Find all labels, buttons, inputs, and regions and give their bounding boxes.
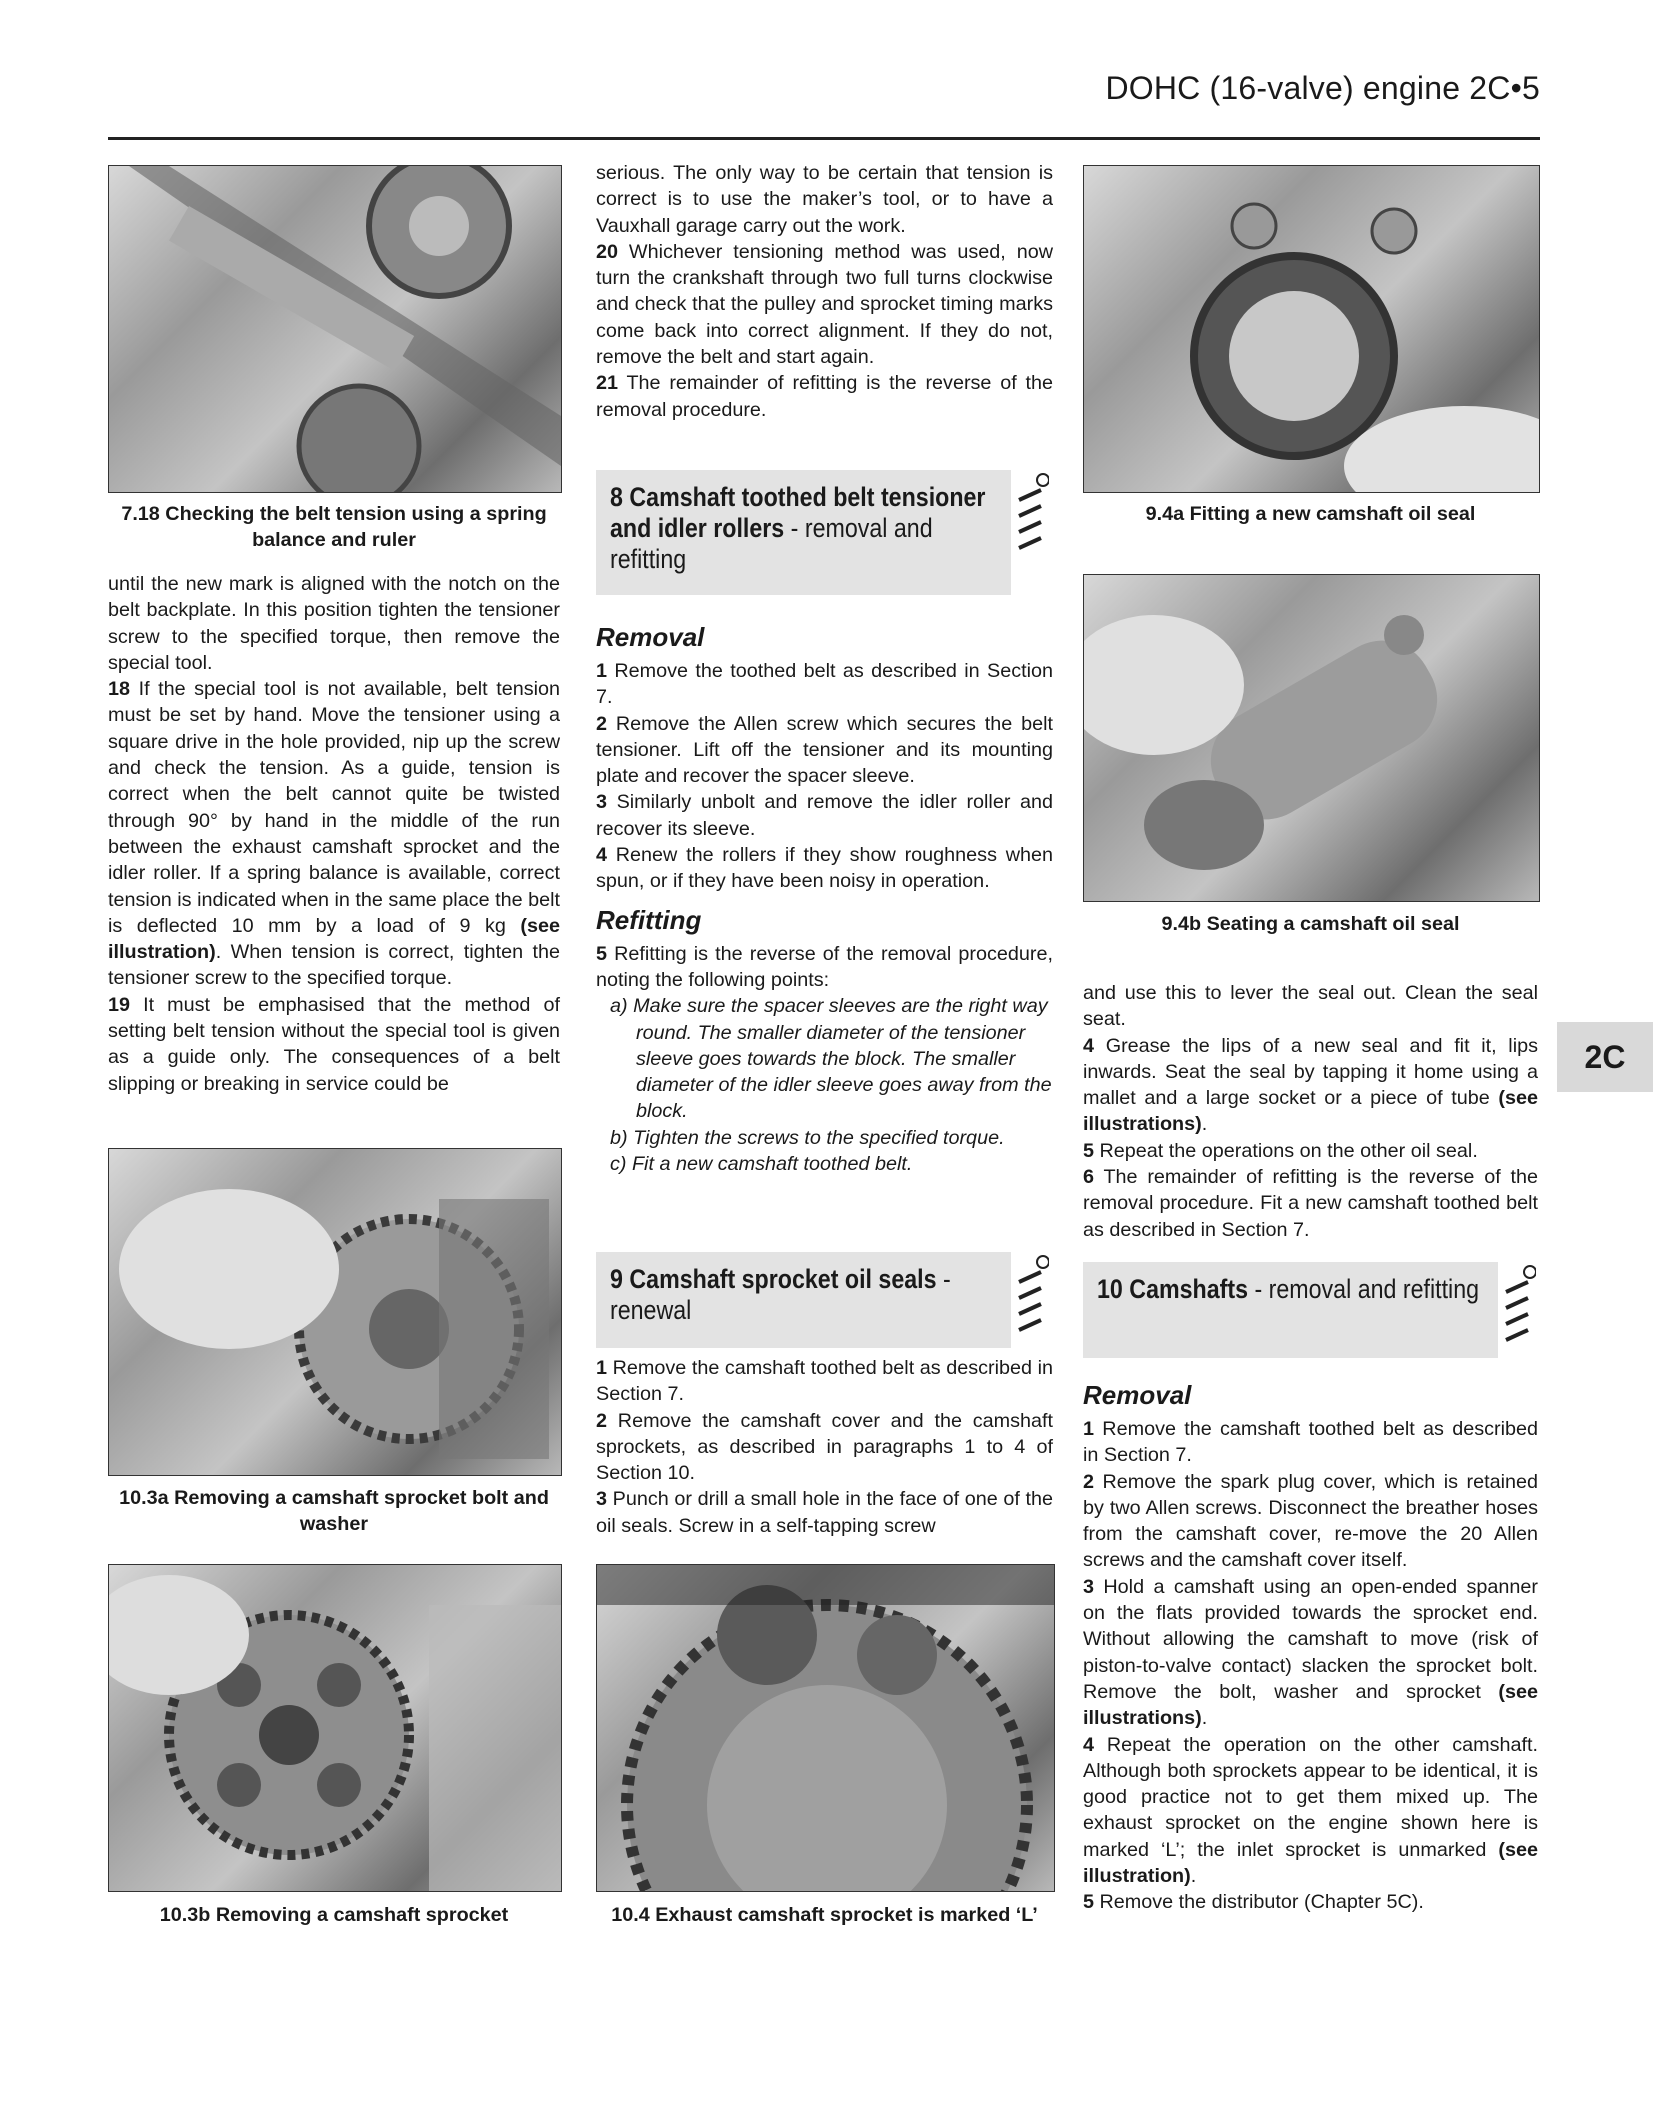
- paragraph: 3 Similarly unbolt and remove the idler roller and recover its sleeve.: [596, 791, 1053, 840]
- paragraph-20: 20 Whichever tensioning method was used, now turn the crankshaft through two full turns clockwise and check that the pulley and sprocket timing marks come back into correct alignment. If they do not, remove the belt and start again.: [596, 240, 1053, 369]
- photo-10-3b: [108, 1564, 562, 1892]
- caption-10-3a: 10.3a Removing a camshaft sprocket bolt and washer: [119, 1487, 549, 1535]
- section-10-heading: 10 Camshafts - removal and refitting: [1083, 1262, 1498, 1358]
- paragraph: serious. The only way to be certain that tension is correct is to use the maker’s tool, or to have a Vauxhall garage carry out the work.: [596, 162, 1053, 237]
- photo-10-4: [596, 1564, 1055, 1892]
- paragraph: 4 Renew the rollers if they show roughness when spun, or if they have been noisy in operation.: [596, 844, 1053, 893]
- paragraph: 2 Remove the camshaft cover and the camshaft sprockets, as described in paragraphs 1 to 4 of Section 10.: [596, 1409, 1053, 1485]
- paragraph-18: 18 If the special tool is not available, belt tension must be set by hand. Move the tensioner using a square drive in the hole provided, nip up the screw and check the tension. As a guide, tension is correct when the belt cannot quite be twisted through 90° by hand in the middle of the run between the exhaust camshaft sprocket and the idler roller. If a spring balance is available, correct tension is indicated when in the same place the belt is deflected 10 mm by a load of 9 kg (see illustration). When tension is correct, tighten the tensioner screw to the specified torque.: [108, 678, 560, 990]
- subheading-refitting: Refitting: [596, 904, 702, 935]
- paragraph-19: 19 It must be emphasised that the method of setting belt tension without the special tool is given as a guide only. The consequences of a belt slipping or breaking in service could be: [108, 993, 560, 1095]
- column-2-section-9: [596, 1355, 1053, 1539]
- caption-7-18: 7.18 Checking the belt tension using a spring balance and ruler: [121, 503, 547, 551]
- difficulty-wrench-icon: [1015, 470, 1049, 566]
- paragraph-6: 6 The remainder of refitting is the reverse of the removal procedure. Fit a new camshaft toothed belt as described in Section 7.: [1083, 1166, 1538, 1241]
- photo-9-4b: [1083, 574, 1540, 902]
- paragraph-5: 5 Repeat the operations on the other oil seal.: [1083, 1139, 1478, 1162]
- column-3-section-10: [1083, 1370, 1538, 1916]
- paragraph: 2 Remove the spark plug cover, which is retained by two Allen screws. Disconnect the breather hoses from the camshaft cover, re-move the 20 Allen screws and the camshaft cover itself.: [1083, 1470, 1538, 1572]
- paragraph: 4 Repeat the operation on the other camshaft. Although both sprockets appear to be identical, it is good practice not to get them mixed up. The exhaust sprocket on the engine shown here is marked ‘L’; the inlet sprocket is unmarked (see illustration).: [1083, 1733, 1538, 1888]
- column-2-top: [596, 160, 1053, 423]
- section-9-heading: 9 Camshaft sprocket oil seals - renewal: [596, 1252, 1011, 1348]
- page-header: DOHC (16-valve) engine 2C•5: [1105, 70, 1540, 106]
- column-3-top: [1083, 980, 1538, 1243]
- caption-10-4: 10.4 Exhaust camshaft sprocket is marked ‘L’: [611, 1904, 1038, 1926]
- difficulty-wrench-icon: [1015, 1252, 1049, 1348]
- list-item: b) Tighten the screws to the specified torque.: [610, 1126, 1005, 1149]
- paragraph: 3 Hold a camshaft using an open-ended spanner on the flats provided towards the sprocket end. Without allowing the camshaft to move (risk of piston-to-valve contact) slacken the sprocket bolt. Remove the bolt, washer and sprocket (see illustrations).: [1083, 1575, 1538, 1730]
- chapter-tab: 2C: [1557, 1022, 1653, 1092]
- subheading-removal: Removal: [1083, 1380, 1192, 1410]
- paragraph-4: 4 Grease the lips of a new seal and fit it, lips inwards. Seat the seal by tapping it home using a mallet and a large socket or a piece of tube (see illustrations).: [1083, 1034, 1538, 1136]
- caption-10-3b: 10.3b Removing a camshaft sprocket: [159, 1904, 509, 1926]
- paragraph: 1 Remove the camshaft toothed belt as described in Section 7.: [596, 1357, 1053, 1406]
- paragraph: 2 Remove the Allen screw which secures the belt tensioner. Lift off the tensioner and its mounting plate and recover the spacer sleeve.: [596, 712, 1053, 788]
- photo-10-3a: [108, 1148, 562, 1476]
- column-1-text: [108, 571, 560, 1097]
- header-rule: [108, 137, 1540, 140]
- caption-9-4a: 9.4a Fitting a new camshaft oil seal: [1145, 503, 1476, 525]
- photo-7-18: [108, 165, 562, 493]
- difficulty-wrench-icon: [1502, 1262, 1536, 1358]
- section-8-heading: 8 Camshaft toothed belt tensioner and idler rollers - removal and refitting: [596, 470, 1011, 595]
- paragraph: 1 Remove the toothed belt as described in Section 7.: [596, 660, 1053, 709]
- paragraph-21: 21 The remainder of refitting is the reverse of the removal procedure.: [596, 372, 1053, 421]
- paragraph: 1 Remove the camshaft toothed belt as described in Section 7.: [1083, 1418, 1538, 1467]
- caption-9-4b: 9.4b Seating a camshaft oil seal: [1161, 913, 1460, 935]
- paragraph: until the new mark is aligned with the notch on the belt backplate. In this position tighten the tensioner screw to the specified torque, then remove the special tool.: [108, 573, 560, 674]
- list-item: c) Fit a new camshaft toothed belt.: [610, 1153, 913, 1176]
- paragraph: and use this to lever the seal out. Clean the seal seat.: [1083, 982, 1538, 1031]
- subheading-removal: Removal: [596, 622, 705, 652]
- column-2-section-8: [596, 612, 1053, 1177]
- paragraph: 5 Remove the distributor (Chapter 5C).: [1083, 1891, 1424, 1914]
- photo-9-4a: [1083, 165, 1540, 493]
- list-item: a) Make sure the spacer sleeves are the right way round. The smaller diameter of the tensioner sleeve goes towards the block. The smaller diameter of the idler sleeve goes away from the block.: [610, 995, 1052, 1123]
- paragraph: 3 Punch or drill a small hole in the face of one of the oil seals. Screw in a self-tapping screw: [596, 1488, 1053, 1537]
- paragraph: 5 Refitting is the reverse of the removal procedure, noting the following points:: [596, 942, 1053, 991]
